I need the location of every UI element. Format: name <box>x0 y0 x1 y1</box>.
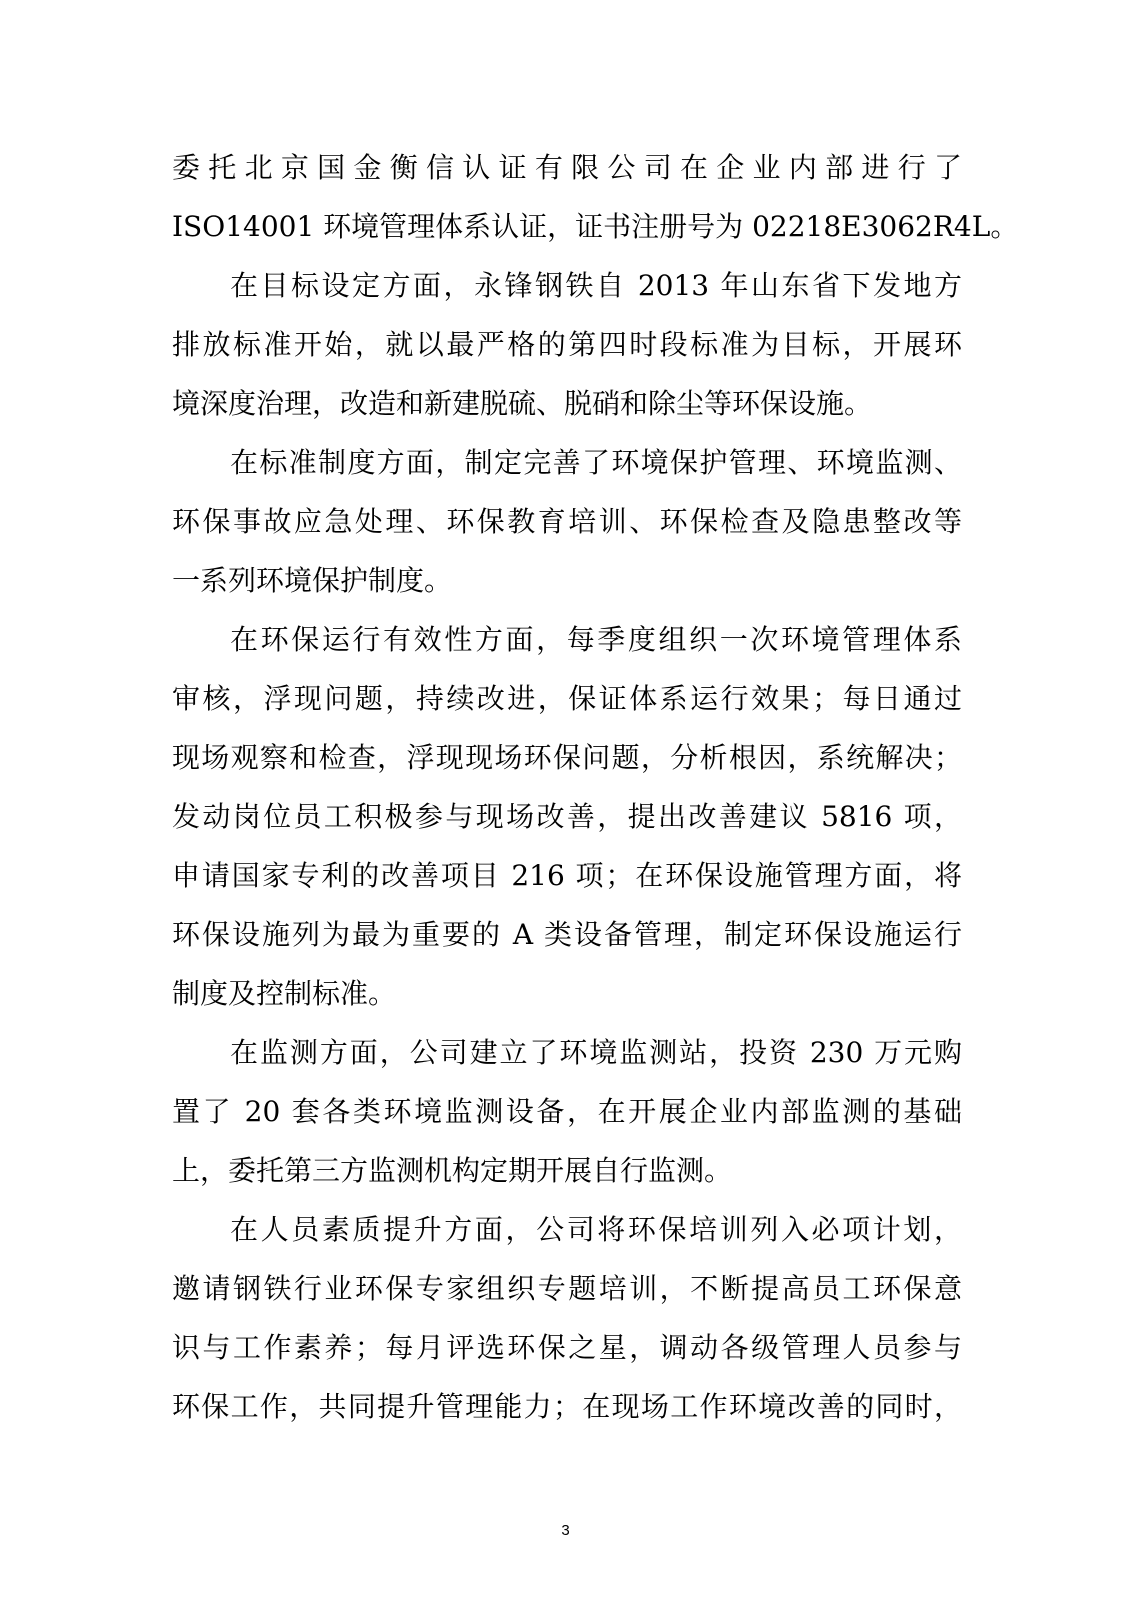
text-line: 识与工作素养；每月评选环保之星，调动各级管理人员参与 <box>172 1331 962 1364</box>
document-body <box>172 138 1019 1436</box>
text-line: 一系列环境保护制度。 <box>172 564 453 597</box>
page-number: 3 <box>561 1522 570 1539</box>
text-line: 在目标设定方面，永锋钢铁自 2013 年山东省下发地方 <box>230 269 962 302</box>
paragraph-monitoring <box>172 1023 962 1200</box>
text-line: 上，委托第三方监测机构定期开展自行监测。 <box>172 1154 733 1187</box>
paragraph-standards-system <box>172 433 962 610</box>
text-line: 现场观察和检查，浮现现场环保问题，分析根因，系统解决； <box>172 741 962 774</box>
text-line: 置了 20 套各类环境监测设备，在开展企业内部监测的基础 <box>172 1095 962 1128</box>
paragraph-operation-effectiveness <box>172 610 962 1023</box>
text-line: 环保设施列为最为重要的 A 类设备管理，制定环保设施运行 <box>172 918 962 951</box>
text-line: 在人员素质提升方面，公司将环保培训列入必项计划， <box>230 1213 962 1246</box>
paragraph-personnel-quality <box>172 1200 962 1436</box>
text-line: 邀请钢铁行业环保专家组织专题培训，不断提高员工环保意 <box>172 1272 962 1305</box>
text-line: 审核，浮现问题，持续改进，保证体系运行效果；每日通过 <box>172 682 962 715</box>
text-line: 在标准制度方面，制定完善了环境保护管理、环境监测、 <box>230 446 962 479</box>
text-line: 环保工作，共同提升管理能力；在现场工作环境改善的同时， <box>172 1390 962 1423</box>
text-line: 制度及控制标准。 <box>172 977 397 1010</box>
text-line: 排放标准开始，就以最严格的第四时段标准为目标，开展环 <box>172 328 962 361</box>
text-line: 申请国家专利的改善项目 216 项；在环保设施管理方面，将 <box>172 859 962 892</box>
paragraph-target-setting <box>172 256 962 433</box>
paragraph-certification <box>172 138 1019 256</box>
text-line: 境深度治理，改造和新建脱硫、脱硝和除尘等环保设施。 <box>172 387 873 420</box>
text-line: ISO14001 环境管理体系认证，证书注册号为 02218E3062R4L。 <box>172 210 1019 243</box>
text-line: 环保事故应急处理、环保教育培训、环保检查及隐患整改等 <box>172 505 962 538</box>
text-line: 发动岗位员工积极参与现场改善，提出改善建议 5816 项， <box>172 800 962 833</box>
text-line: 在监测方面，公司建立了环境监测站，投资 230 万元购 <box>230 1036 962 1069</box>
text-line: 委托北京国金衡信认证有限公司在企业内部进行了 <box>172 151 962 184</box>
text-line: 在环保运行有效性方面，每季度组织一次环境管理体系 <box>230 623 962 656</box>
